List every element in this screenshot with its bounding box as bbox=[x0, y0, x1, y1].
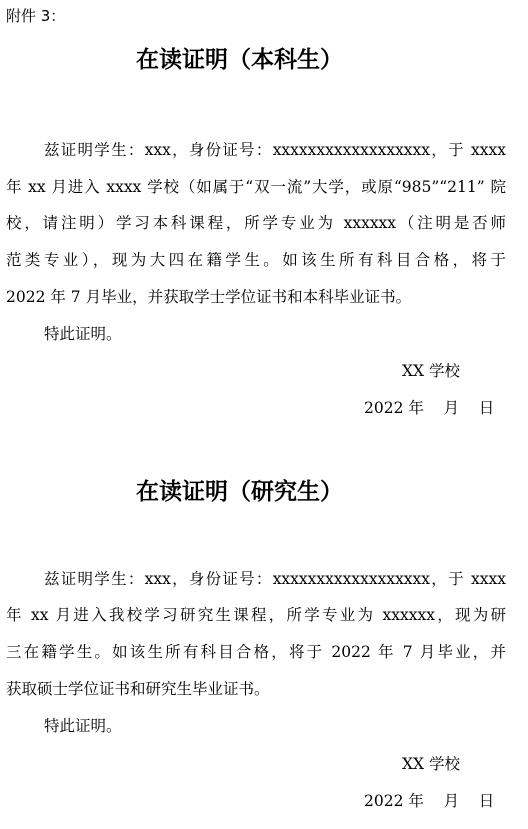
undergrad-line: 2022 年 7 月毕业，并获取学士学位证书和本科毕业证书。 bbox=[6, 288, 412, 306]
undergrad-line: 范类专业），现为大四在籍学生。如该生所有科目合格，将于 bbox=[6, 251, 506, 269]
undergrad-line: 年 xx 月进入 xxxx 学校（如属于“双一流”大学，或原“985”“211” 院 bbox=[6, 178, 506, 196]
graduate-line: 年 xx 月进入我校学习研究生课程，所学专业为 xxxxxx，现为研 bbox=[6, 606, 506, 624]
undergrad-closing: 特此证明。 bbox=[44, 325, 122, 343]
undergrad-school: XX 学校 bbox=[402, 362, 460, 380]
graduate-date: 2022 年 月 日 bbox=[364, 792, 495, 810]
undergrad-date: 2022 年 月 日 bbox=[364, 399, 495, 417]
attachment-label: 附件 3： bbox=[6, 7, 66, 25]
graduate-closing: 特此证明。 bbox=[44, 717, 122, 735]
undergrad-title: 在读证明（本科生） bbox=[136, 46, 343, 73]
graduate-line: 获取硕士学位证书和研究生毕业证书。 bbox=[6, 680, 270, 698]
graduate-line: 兹证明学生：xxx，身份证号：xxxxxxxxxxxxxxxxxx，于 xxxx bbox=[44, 570, 506, 588]
undergrad-line: 兹证明学生：xxx，身份证号：xxxxxxxxxxxxxxxxxx，于 xxxx bbox=[44, 141, 506, 159]
graduate-line: 三在籍学生。如该生所有科目合格，将于 2022 年 7 月毕业，并 bbox=[6, 643, 506, 661]
graduate-title: 在读证明（研究生） bbox=[136, 478, 343, 505]
graduate-school: XX 学校 bbox=[402, 755, 460, 773]
undergrad-line: 校，请注明）学习本科课程，所学专业为 xxxxxx（注明是否师 bbox=[6, 214, 506, 232]
